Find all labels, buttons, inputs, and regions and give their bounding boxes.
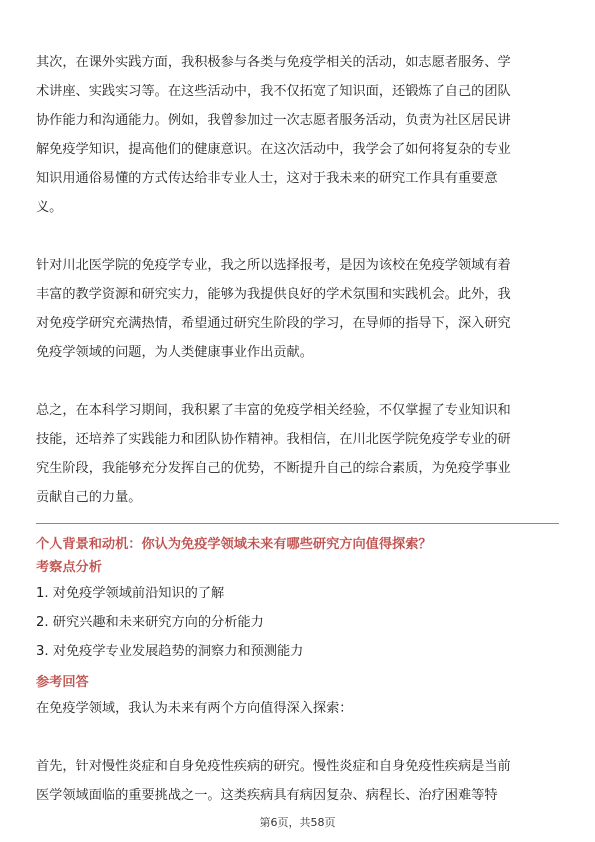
text-line: 协作能力和沟通能力。例如，我曾参加过一次志愿者服务活动，负责为社区居民讲	[36, 113, 511, 128]
text-line: 丰富的教学资源和研究实力，能够为我提供良好的学术氛围和实践机会。此外，我	[36, 287, 511, 302]
paragraph-motivation	[36, 251, 559, 367]
text-line: 其次，在课外实践方面，我积极参与各类与免疫学相关的活动，如志愿者服务、学	[36, 55, 511, 70]
question-heading: 个人背景和动机：你认为免疫学领域未来有哪些研究方向值得探索？	[36, 537, 432, 552]
text-line: 针对川北医学院的免疫学专业，我之所以选择报考，是因为该校在免疫学领域有着	[36, 258, 511, 273]
answer-heading: 参考回答	[36, 675, 89, 690]
paragraph-gap	[36, 222, 559, 251]
section-divider	[36, 523, 559, 524]
answer-intro: 在免疫学领域，我认为未来有两个方向值得深入探索：	[36, 701, 353, 716]
paragraph-extracurricular	[36, 48, 559, 222]
text-line: 免疫学领域的问题，为人类健康事业作出贡献。	[36, 345, 313, 360]
text-line: 解免疫学知识，提高他们的健康意识。在这次活动中，我学会了如何将复杂的专业	[36, 142, 511, 157]
list-item: 2. 研究兴趣和未来研究方向的分析能力	[36, 615, 264, 630]
text-line: 究生阶段，我能够充分发挥自己的优势，不断提升自己的综合素质，为免疫学事业	[36, 461, 511, 476]
paragraph-gap	[36, 723, 559, 752]
text-line: 总之，在本科学习期间，我积累了丰富的免疫学相关经验，不仅掌握了专业知识和	[36, 403, 511, 418]
analysis-heading: 考察点分析	[36, 560, 102, 575]
list-item: 3. 对免疫学专业发展趋势的洞察力和预测能力	[36, 644, 304, 659]
text-line: 医学领域面临的重要挑战之一。这类疾病具有病因复杂、病程长、治疗困难等特	[36, 788, 498, 803]
text-line: 技能，还培养了实践能力和团队协作精神。我相信，在川北医学院免疫学专业的研	[36, 432, 511, 447]
text-line: 对免疫学研究充满热情，希望通过研究生阶段的学习，在导师的指导下，深入研究	[36, 316, 511, 331]
text-line: 术讲座、实践实习等。在这些活动中，我不仅拓宽了知识面，还锻炼了自己的团队	[36, 84, 511, 99]
list-item: 1. 对免疫学领域前沿知识的了解	[36, 586, 225, 601]
paragraph-summary	[36, 396, 559, 512]
text-line: 首先，针对慢性炎症和自身免疫性疾病的研究。慢性炎症和自身免疫性疾病是当前	[36, 759, 511, 774]
text-line: 贡献自己的力量。	[36, 490, 142, 505]
text-line: 义。	[36, 200, 63, 215]
text-line: 知识用通俗易懂的方式传达给非专业人士，这对于我未来的研究工作具有重要意	[36, 171, 498, 186]
paragraph-gap	[36, 367, 559, 396]
page-number: 第6页，共58页	[259, 816, 336, 829]
document-page	[36, 48, 559, 810]
analysis-list	[36, 579, 559, 666]
answer-paragraph	[36, 752, 559, 810]
